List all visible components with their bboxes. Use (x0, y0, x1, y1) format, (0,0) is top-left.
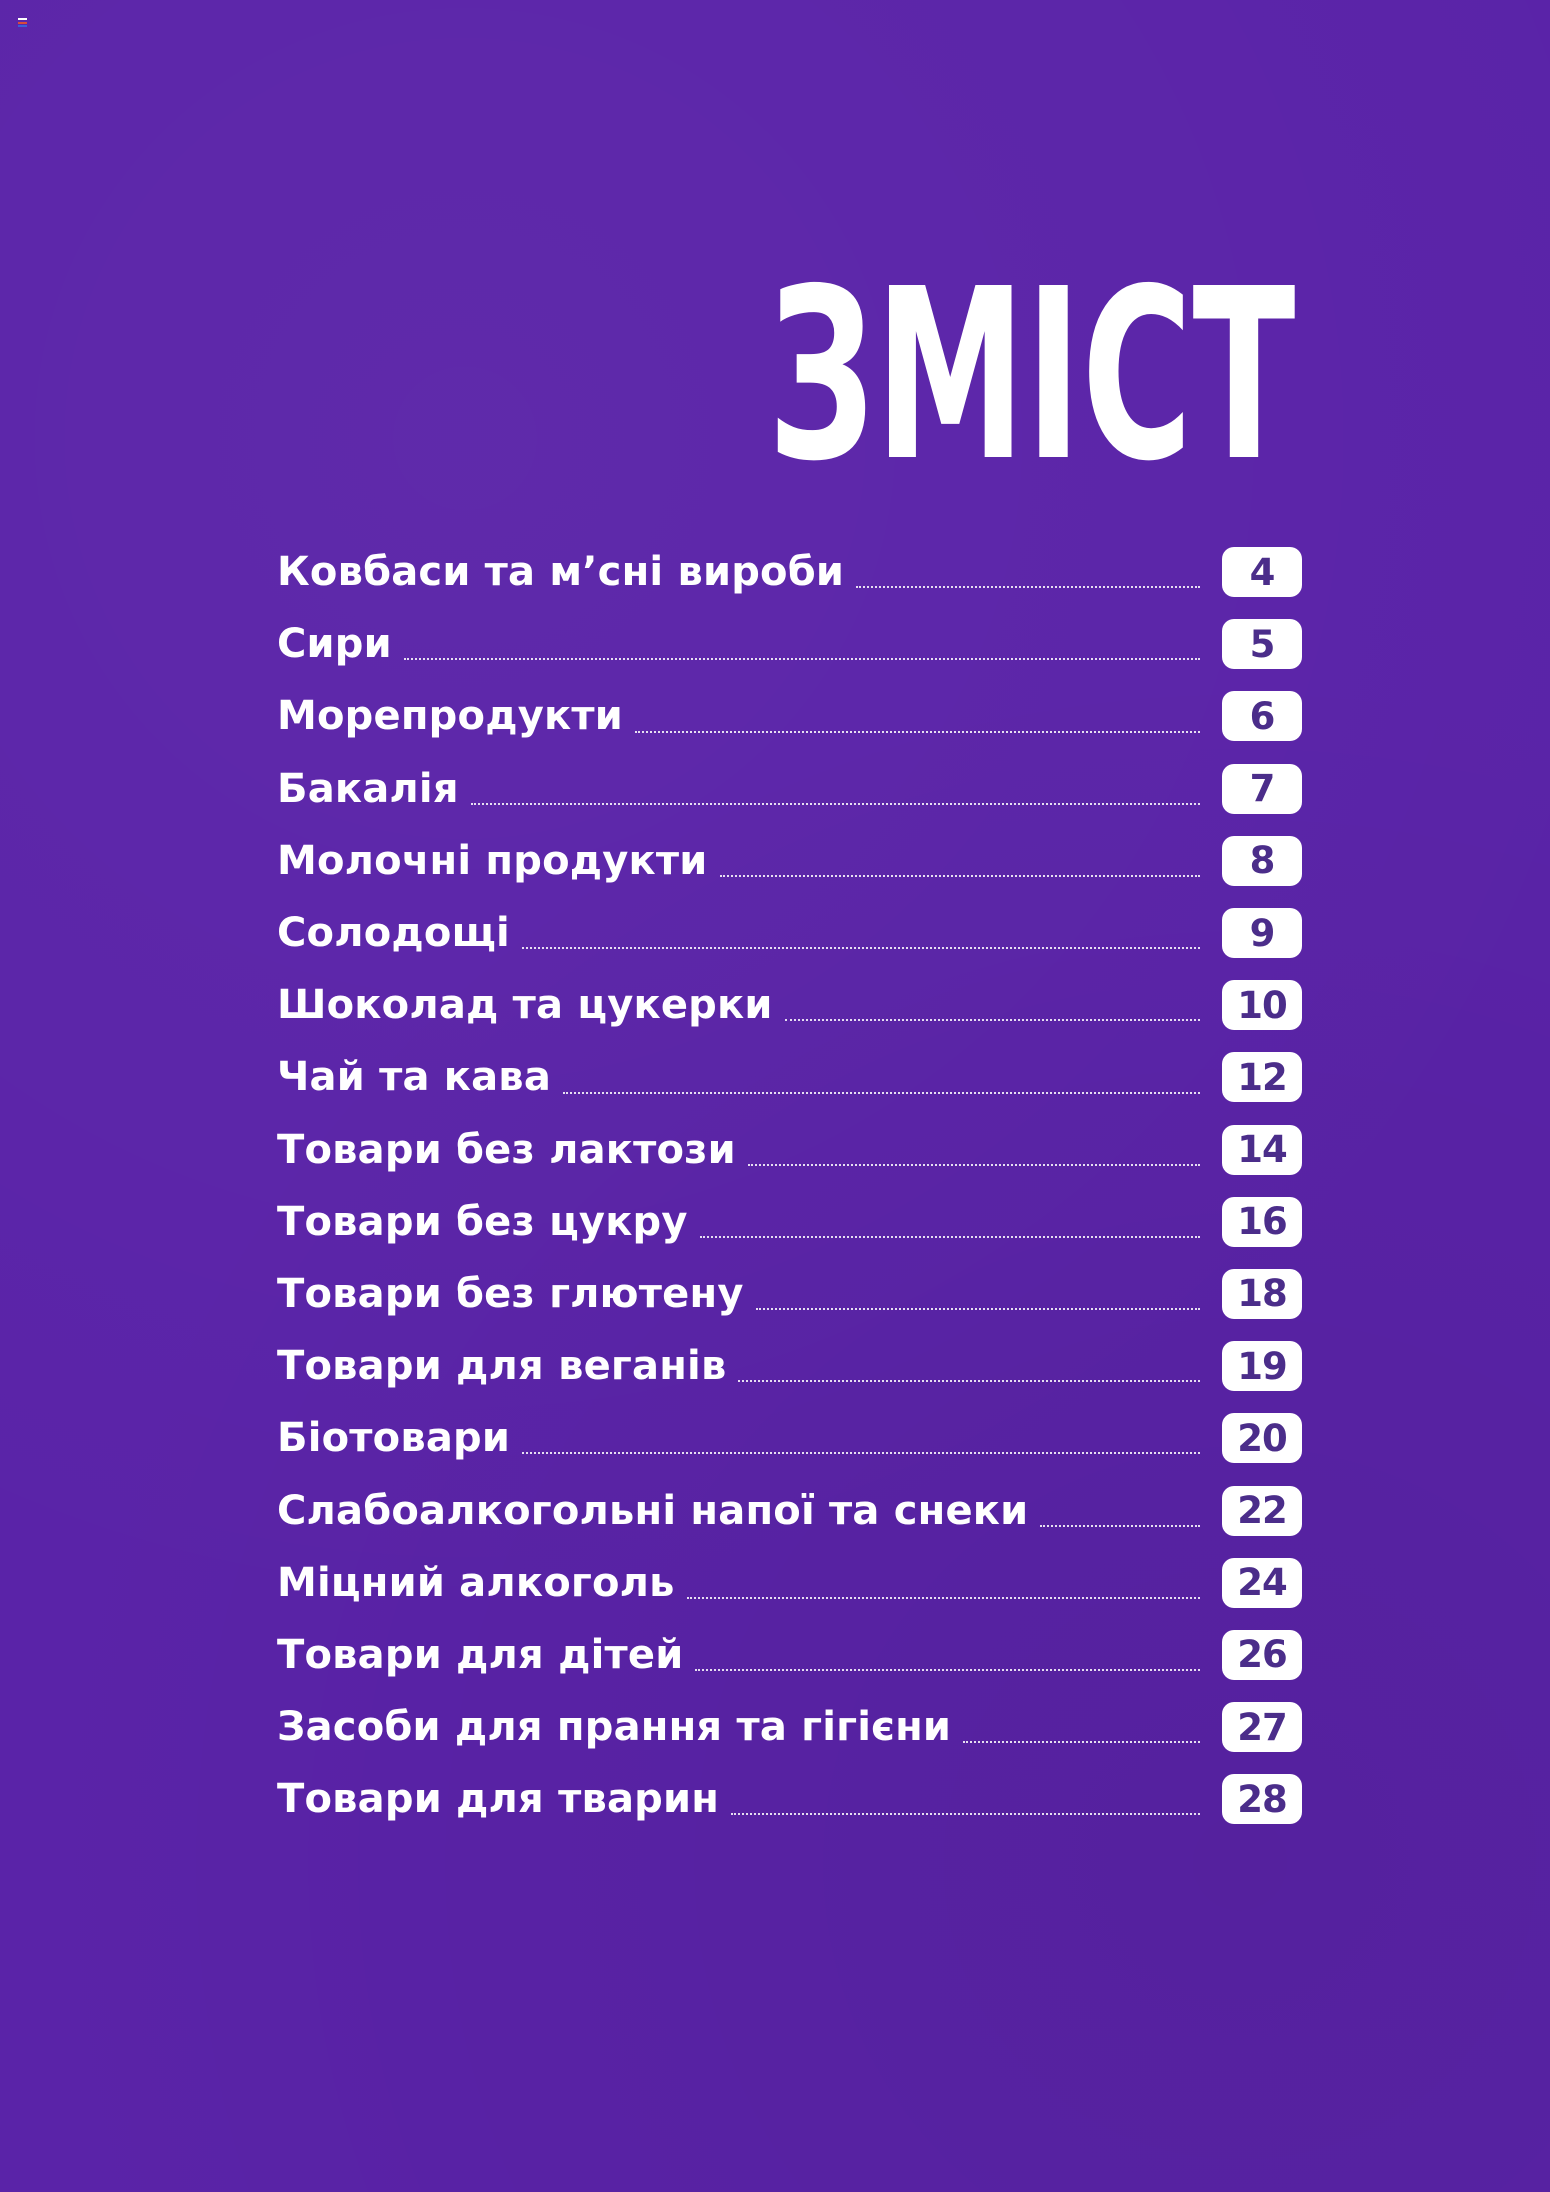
toc-row[interactable] (277, 825, 1302, 897)
toc-dot-leader (785, 1019, 1200, 1021)
toc-dot-leader (522, 1452, 1200, 1454)
toc-section-title: Товари без цукру (277, 1198, 688, 1245)
toc-row[interactable] (277, 753, 1302, 825)
toc-dot-leader (1040, 1525, 1200, 1527)
toc-row[interactable] (277, 1763, 1302, 1835)
toc-row[interactable] (277, 1330, 1302, 1402)
toc-row[interactable] (277, 1474, 1302, 1546)
toc-row[interactable] (277, 1041, 1302, 1113)
toc-page-number-badge: 6 (1222, 691, 1302, 741)
toc-section-title: Міцний алкоголь (277, 1559, 675, 1606)
toc-page-number-badge: 12 (1222, 1052, 1302, 1102)
toc-page-number-badge: 26 (1222, 1630, 1302, 1680)
toc-row[interactable] (277, 969, 1302, 1041)
flag-icon (18, 18, 27, 27)
toc-dot-leader (748, 1164, 1200, 1166)
toc-section-title: Ковбаси та м’сні вироби (277, 549, 845, 596)
toc-row[interactable] (277, 1186, 1302, 1258)
toc-page-number-badge: 20 (1222, 1413, 1302, 1463)
toc-section-title: Товари для веганів (277, 1343, 727, 1390)
toc-row[interactable] (277, 1114, 1302, 1186)
toc-dot-leader (471, 803, 1200, 805)
toc-dot-leader (720, 875, 1201, 877)
toc-page-number-badge: 8 (1222, 836, 1302, 886)
toc-page-number-badge: 9 (1222, 908, 1302, 958)
flag-stripe-middle (18, 22, 27, 24)
toc-page-number-badge: 7 (1222, 764, 1302, 814)
toc-section-title: Товари без лактози (277, 1126, 736, 1173)
toc-section-title: Слабоалкогольні напої та снеки (277, 1487, 1029, 1534)
toc-dot-leader (963, 1741, 1200, 1743)
toc-dot-leader (756, 1308, 1200, 1310)
toc-row[interactable] (277, 1619, 1302, 1691)
toc-page-number-badge: 19 (1222, 1341, 1302, 1391)
toc-page-number-badge: 18 (1222, 1269, 1302, 1319)
toc-dot-leader (522, 947, 1200, 949)
toc-row[interactable] (277, 1258, 1302, 1330)
flag-stripe-bottom (18, 25, 27, 27)
toc-dot-leader (731, 1813, 1200, 1815)
toc-row[interactable] (277, 680, 1302, 752)
toc-page-number-badge: 4 (1222, 547, 1302, 597)
toc-section-title: Шоколад та цукерки (277, 982, 773, 1029)
toc-section-title: Морепродукти (277, 693, 623, 740)
toc-section-title: Товари для дітей (277, 1631, 684, 1678)
toc-page-number-badge: 24 (1222, 1558, 1302, 1608)
toc-dot-leader (856, 586, 1200, 588)
toc-page-number-badge: 14 (1222, 1125, 1302, 1175)
toc-row[interactable] (277, 1691, 1302, 1763)
toc-page-number-badge: 10 (1222, 980, 1302, 1030)
table-of-contents (277, 536, 1302, 1835)
toc-page-number-badge: 27 (1222, 1702, 1302, 1752)
toc-row[interactable] (277, 608, 1302, 680)
toc-dot-leader (404, 658, 1200, 660)
flag-stripe-top (18, 18, 27, 20)
toc-section-title: Чай та кава (277, 1054, 552, 1101)
toc-section-title: Солодощі (277, 910, 510, 957)
toc-page-number-badge: 28 (1222, 1774, 1302, 1824)
toc-dot-leader (738, 1380, 1200, 1382)
page-title: ЗМІСТ (768, 238, 1296, 513)
toc-section-title: Товари для тварин (277, 1776, 720, 1823)
toc-row[interactable] (277, 1547, 1302, 1619)
toc-page-number-badge: 5 (1222, 619, 1302, 669)
toc-page-number-badge: 16 (1222, 1197, 1302, 1247)
toc-section-title: Молочні продукти (277, 837, 708, 884)
toc-row[interactable] (277, 1402, 1302, 1474)
toc-page-number-badge: 22 (1222, 1486, 1302, 1536)
toc-dot-leader (563, 1092, 1200, 1094)
toc-dot-leader (635, 731, 1200, 733)
toc-dot-leader (695, 1669, 1200, 1671)
toc-dot-leader (700, 1236, 1200, 1238)
toc-section-title: Бакалія (277, 765, 459, 812)
toc-section-title: Сири (277, 621, 392, 668)
toc-section-title: Засоби для прання та гігієни (277, 1704, 952, 1751)
toc-row[interactable] (277, 897, 1302, 969)
toc-dot-leader (687, 1597, 1200, 1599)
toc-section-title: Біотовари (277, 1415, 511, 1462)
toc-row[interactable] (277, 536, 1302, 608)
toc-section-title: Товари без глютену (277, 1270, 744, 1317)
